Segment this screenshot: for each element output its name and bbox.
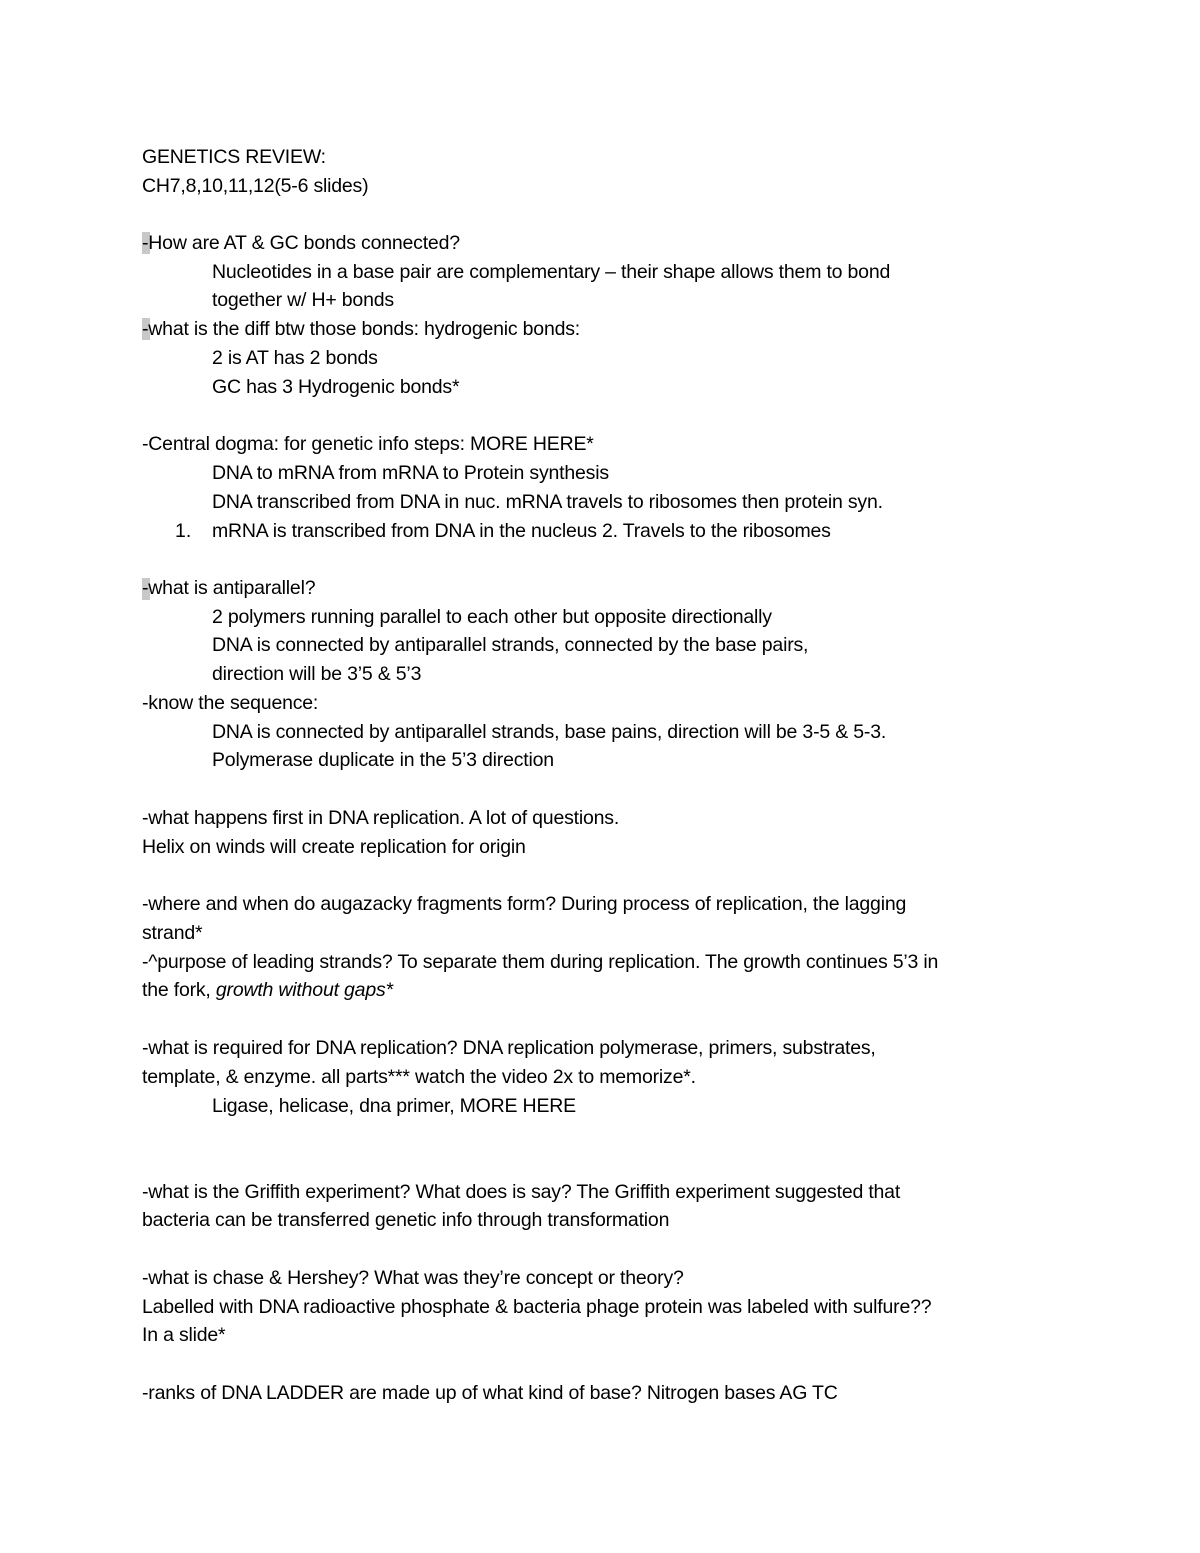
doc-title: GENETICS REVIEW:: [142, 146, 326, 168]
question-okazaki-fragments: -where and when do augazacky fragments form? During process of replication, the lagging: [142, 893, 907, 915]
answer-line: 2 is AT has 2 bonds: [212, 347, 378, 369]
answer-line: Helix on winds will create replication for origin: [142, 836, 526, 858]
question-replication-first: -what happens first in DNA replication. A lot of questions.: [142, 807, 620, 829]
answer-line: Nucleotides in a base pair are complementary – their shape allows them to bond: [212, 261, 891, 283]
answer-line: Ligase, helicase, dna primer, MORE HERE: [212, 1095, 576, 1117]
list-number: 1.: [175, 520, 192, 542]
list-item: mRNA is transcribed from DNA in the nucleus 2. Travels to the ribosomes: [212, 520, 831, 542]
answer-line: strand*: [142, 922, 203, 944]
question-sequence: -know the sequence:: [142, 692, 319, 714]
answer-line: together w/ H+ bonds: [212, 289, 394, 311]
question-griffith: -what is the Griffith experiment? What does is say? The Griffith experiment suggested that: [142, 1181, 901, 1203]
answer-line: direction will be 3’5 & 5’3: [212, 663, 422, 685]
answer-line: DNA to mRNA from mRNA to Protein synthesis: [212, 462, 609, 484]
answer-line: [142, 976, 393, 1004]
answer-line: DNA is connected by antiparallel strands, base pains, direction will be 3-5 & 5-3.: [212, 721, 887, 743]
answer-line: DNA is connected by antiparallel strands, connected by the base pairs,: [212, 634, 809, 656]
question-replication-requirements: -what is required for DNA replication? DNA replication polymerase, primers, substrates,: [142, 1037, 876, 1059]
question-leading-strands: -^purpose of leading strands? To separate them during replication. The growth continues 5’3 in: [142, 951, 939, 973]
question-central-dogma: -Central dogma: for genetic info steps: MORE HERE*: [142, 433, 594, 455]
question-hershey-chase: -what is chase & Hershey? What was they’re concept or theory?: [142, 1267, 684, 1289]
question-dna-ladder: -ranks of DNA LADDER are made up of what kind of base? Nitrogen bases AG TC: [142, 1382, 838, 1404]
italic-emphasis: growth without gaps*: [215, 979, 393, 1001]
question-bond-difference: -what is the diff btw those bonds: hydrogenic bonds:: [142, 318, 581, 340]
answer-line: Labelled with DNA radioactive phosphate & bacteria phage protein was labeled with sulfure??: [142, 1296, 932, 1318]
answer-line: DNA transcribed from DNA in nuc. mRNA travels to ribosomes then protein syn.: [212, 491, 883, 513]
answer-line: bacteria can be transferred genetic info through transformation: [142, 1209, 670, 1231]
answer-line: template, & enzyme. all parts*** watch the video 2x to memorize*.: [142, 1066, 696, 1088]
answer-line: GC has 3 Hydrogenic bonds*: [212, 376, 460, 398]
question-at-gc-bonds: -How are AT & GC bonds connected?: [142, 232, 460, 254]
doc-subtitle: CH7,8,10,11,12(5-6 slides): [142, 175, 369, 197]
answer-line: 2 polymers running parallel to each other but opposite directionally: [212, 606, 772, 628]
answer-line: Polymerase duplicate in the 5’3 direction: [212, 749, 554, 771]
answer-text: the fork,: [142, 979, 216, 1001]
question-antiparallel: -what is antiparallel?: [142, 577, 316, 599]
answer-line: In a slide*: [142, 1324, 226, 1346]
